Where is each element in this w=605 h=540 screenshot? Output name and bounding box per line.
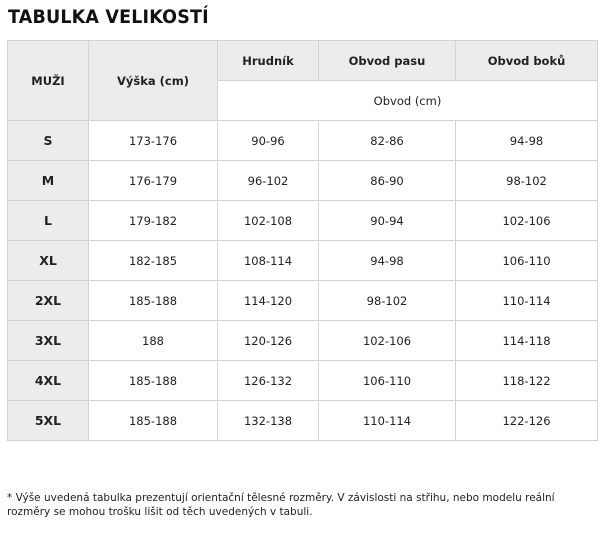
chest-cell: 96-102 [218, 161, 319, 201]
waist-cell: 102-106 [319, 321, 456, 361]
waist-cell: 110-114 [319, 401, 456, 441]
hips-cell: 102-106 [456, 201, 598, 241]
table-row [8, 161, 598, 201]
chest-cell: 114-120 [218, 281, 319, 321]
header-girth-unit: Obvod (cm) [218, 81, 598, 121]
chest-cell: 90-96 [218, 121, 319, 161]
table-row [8, 201, 598, 241]
size-label: 2XL [8, 281, 89, 321]
table-row [8, 401, 598, 441]
waist-cell: 106-110 [319, 361, 456, 401]
height-cell: 185-188 [89, 281, 218, 321]
table-row [8, 281, 598, 321]
chest-cell: 102-108 [218, 201, 319, 241]
height-cell: 185-188 [89, 361, 218, 401]
table-row [8, 241, 598, 281]
hips-cell: 106-110 [456, 241, 598, 281]
page-title: TABULKA VELIKOSTÍ [8, 6, 209, 28]
height-cell: 176-179 [89, 161, 218, 201]
header-waist: Obvod pasu [319, 41, 456, 81]
header-hips: Obvod boků [456, 41, 598, 81]
size-label: L [8, 201, 89, 241]
table-row [8, 121, 598, 161]
header-height: Výška (cm) [89, 41, 218, 121]
chest-cell: 126-132 [218, 361, 319, 401]
chest-cell: 132-138 [218, 401, 319, 441]
waist-cell: 86-90 [319, 161, 456, 201]
chest-cell: 108-114 [218, 241, 319, 281]
chest-cell: 120-126 [218, 321, 319, 361]
hips-cell: 94-98 [456, 121, 598, 161]
waist-cell: 94-98 [319, 241, 456, 281]
hips-cell: 98-102 [456, 161, 598, 201]
height-cell: 182-185 [89, 241, 218, 281]
footnote: * Výše uvedená tabulka prezentují orientační tělesné rozměry. V závislosti na střihu, nebo modelu reální rozměry se mohou trošku lišit od těch uvedených v tabuli. [7, 492, 555, 518]
table-row [8, 321, 598, 361]
size-chart-table [7, 40, 598, 441]
header-group: MUŽI [8, 41, 89, 121]
size-label: 5XL [8, 401, 89, 441]
height-cell: 173-176 [89, 121, 218, 161]
height-cell: 188 [89, 321, 218, 361]
size-label: XL [8, 241, 89, 281]
waist-cell: 82-86 [319, 121, 456, 161]
size-label: 3XL [8, 321, 89, 361]
size-label: S [8, 121, 89, 161]
size-label: M [8, 161, 89, 201]
header-chest: Hrudník [218, 41, 319, 81]
waist-cell: 98-102 [319, 281, 456, 321]
hips-cell: 118-122 [456, 361, 598, 401]
hips-cell: 114-118 [456, 321, 598, 361]
height-cell: 179-182 [89, 201, 218, 241]
height-cell: 185-188 [89, 401, 218, 441]
hips-cell: 110-114 [456, 281, 598, 321]
waist-cell: 90-94 [319, 201, 456, 241]
table-row [8, 361, 598, 401]
hips-cell: 122-126 [456, 401, 598, 441]
size-label: 4XL [8, 361, 89, 401]
